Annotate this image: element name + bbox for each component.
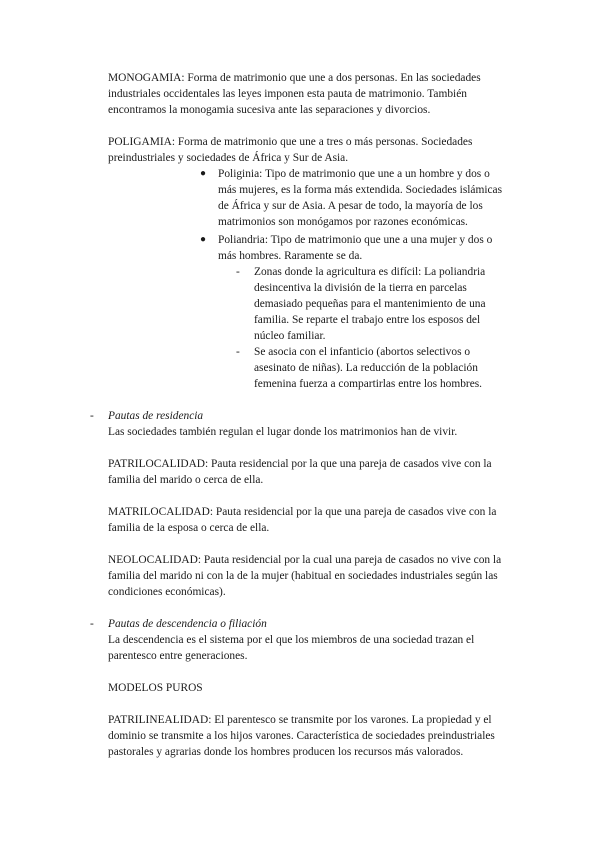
descendencia-dash: - [90,618,94,630]
descendencia-section: Pautas de descendencia o filiación La descendencia es el sistema por el que los miembros de una sociedad trazan el parentesco entre generaciones. [108,618,475,662]
poliandria-item: Poliandria: Tipo de matrimonio que une a una mujer y dos o más hombres. Raramente se da. [218,234,493,262]
poliginia-item: Poliginia: Tipo de matrimonio que une a un hombre y dos o más mujeres, es la forma más extendida. Sociedades islámicas de África y sur de Asia. A pesar de todo, la mayoría de los matrimonios son monógamos por razones económicas. [218,168,503,228]
neolocalidad-paragraph: NEOLOCALIDAD: Pauta residencial por la cual una pareja de casados no vive con la familia del marido ni con la de la mujer (habitual en sociedades industriales según las condiciones económicas). [108,554,502,598]
poliandria-sub1-dash: - [236,266,240,278]
descendencia-heading: Pautas de descendencia o filiación [108,618,267,630]
residencia-heading: Pautas de residencia [108,410,204,422]
poliandria-sub1-item: Zonas donde la agricultura es difícil: La poliandria desincentiva la división de la tierra en parcelas demasiado pequeñas para el mantenimiento de una familia. Se reparte el trabajo entre los esposos del núcleo familiar. [254,266,486,342]
residencia-intro: Las sociedades también regulan el lugar donde los matrimonios han de vivir. [108,426,458,438]
modelos-puros-heading: MODELOS PUROS [108,682,203,694]
poliandria-sub2-item: Se asocia con el infanticio (abortos selectivos o asesinato de niñas). La reducción de la población femenina fuerza a compartirlas entre los hombres. [254,346,483,390]
poligamia-paragraph: POLIGAMIA: Forma de matrimonio que une a tres o más personas. Sociedades preindustriales y sociedades de África y Sur de Asia. [108,136,473,164]
poliandria-sub2-dash: - [236,346,240,358]
poliandria-bullet: ● [200,234,207,245]
poliginia-bullet: ● [200,168,207,179]
patrilinealidad-paragraph: PATRILINEALIDAD: El parentesco se transmite por los varones. La propiedad y el dominio se transmite a los hijos varones. Característica de sociedades preindustriales pastorales y agrarias donde los hombres producen los recursos más valorados. [108,714,495,758]
patrilocalidad-paragraph: PATRILOCALIDAD: Pauta residencial por la que una pareja de casados vive con la familia del marido o cerca de ella. [108,458,492,486]
matrilocalidad-paragraph: MATRILOCALIDAD: Pauta residencial por la que una pareja de casados vive con la familia de la esposa o cerca de ella. [108,506,497,534]
residencia-dash: - [90,410,94,422]
monogamia-paragraph: MONOGAMIA: Forma de matrimonio que une a dos personas. En las sociedades industriales occidentales las leyes imponen esta pauta de matrimonio. También encontramos la monogamia sucesiva ante las separaciones y divorcios. [108,72,481,116]
residencia-section [108,408,457,440]
